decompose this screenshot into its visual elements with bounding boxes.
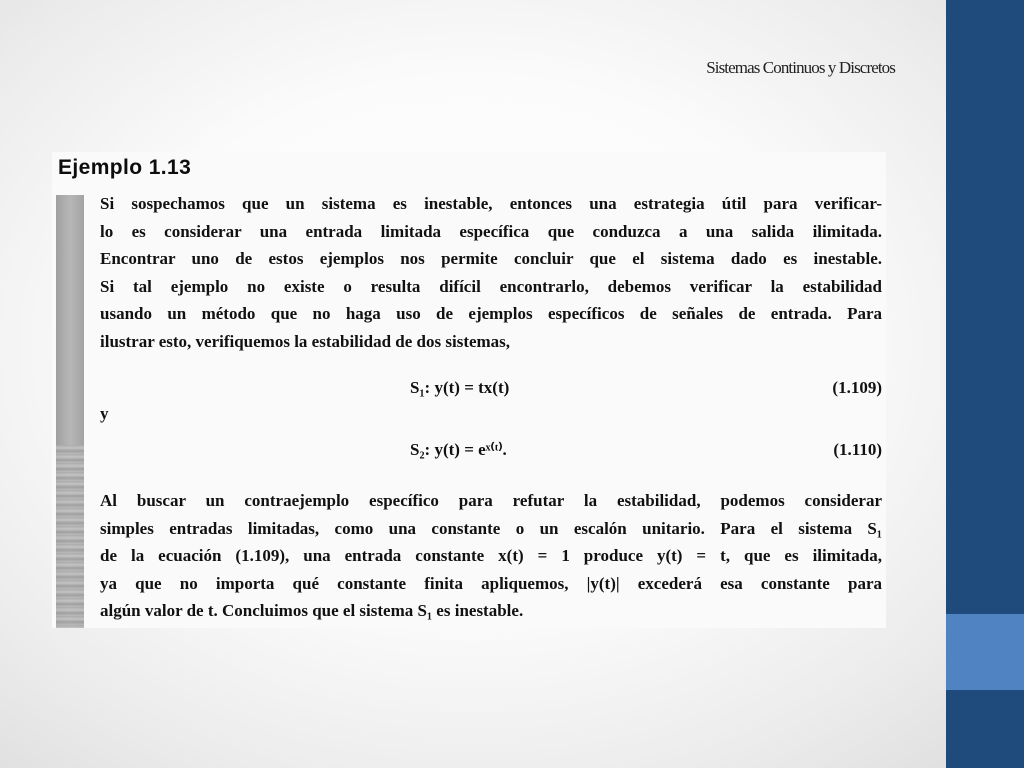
equation-number: (1.109): [832, 378, 882, 397]
paragraph-line: simples entradas limitadas, como una constante o un escalón unitario. Para el sistema S₁: [100, 518, 882, 538]
sidebar-accent-block: [946, 614, 1024, 690]
paragraph-line: algún valor de t. Concluimos que el sistema S₁ es inestable.: [100, 601, 524, 621]
equation-number: (1.110): [833, 440, 882, 459]
example-paragraph-1: [100, 190, 882, 356]
paragraph-line: usando un método que no haga uso de ejemplos específicos de señales de entrada. Para: [100, 304, 882, 324]
equation-formula: S₁: y(t) = tx(t): [410, 378, 510, 397]
paragraph-line: ilustrar esto, verifiquemos la estabilidad de dos sistemas,: [100, 331, 511, 351]
paragraph-line: lo es considerar una entrada limitada específica que conduzca a una salida ilimitada.: [100, 221, 882, 241]
connector-word: y: [100, 404, 109, 423]
scan-margin-strip: [56, 195, 84, 628]
scanned-example-image: [52, 152, 886, 628]
slide-header-title: Sistemas Continuos y Discretos: [706, 58, 895, 77]
paragraph-line: Si sospechamos que un sistema es inestable, entonces una estrategia útil para verificar-: [100, 194, 882, 213]
paragraph-line: Si tal ejemplo no existe o resulta difícil encontrarlo, debemos verificar la estabilidad: [100, 276, 882, 296]
equation-1: [100, 378, 882, 406]
example-heading: Ejemplo 1.13: [58, 156, 192, 179]
paragraph-line: de la ecuación (1.109), una entrada constante x(t) = 1 produce y(t) = t, que es ilimitada,: [100, 546, 882, 566]
paragraph-line: Encontrar uno de estos ejemplos nos permite concluir que el sistema dado es inestable.: [100, 249, 882, 269]
example-paragraph-2: [100, 487, 882, 625]
equation-2: [100, 440, 882, 468]
paragraph-line: ya que no importa qué constante finita apliquemos, |y(t)| excederá esa constante para: [100, 573, 882, 593]
equation-formula: S₂: y(t) = eˣ⁽ᵗ⁾.: [410, 440, 507, 459]
paragraph-line: Al buscar un contraejemplo específico para refutar la estabilidad, podemos considerar: [100, 491, 882, 510]
